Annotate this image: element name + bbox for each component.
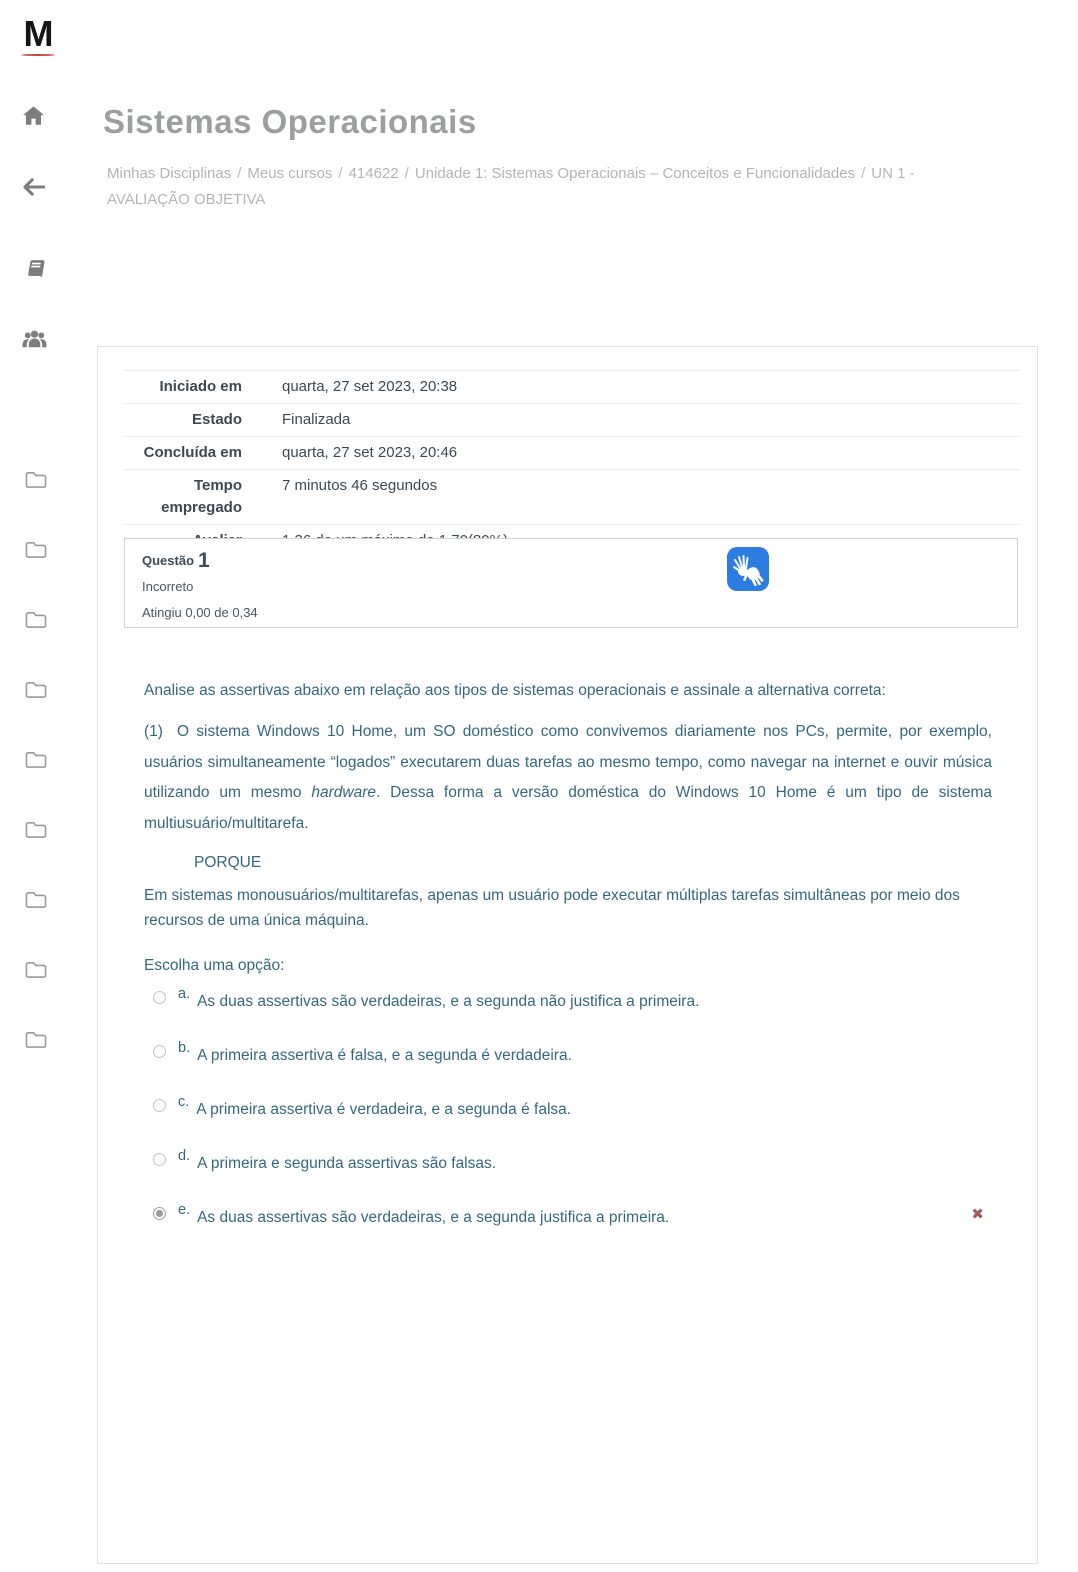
logo-letter: M xyxy=(23,13,53,54)
breadcrumb xyxy=(107,161,963,213)
italic-term: hardware xyxy=(311,784,376,801)
answer-option[interactable] xyxy=(144,1039,992,1069)
breadcrumb-item: UN 1 - AVALIAÇÃO OBJETIVA xyxy=(107,165,915,208)
question-status: Incorreto xyxy=(142,579,194,594)
breadcrumb-separator: / xyxy=(861,165,866,182)
folder-icon[interactable] xyxy=(24,539,48,564)
answer-option[interactable] xyxy=(144,1147,992,1177)
radio-button[interactable] xyxy=(153,1099,166,1112)
answer-option[interactable] xyxy=(144,985,992,1015)
summary-row-label: Estado xyxy=(191,411,242,428)
folder-icon[interactable] xyxy=(24,959,48,984)
assertion-1-number: (1) xyxy=(144,723,163,740)
breadcrumb-item[interactable]: Minhas Disciplinas xyxy=(107,165,232,182)
question-info-box xyxy=(124,538,1018,628)
folder-icon[interactable] xyxy=(24,819,48,844)
folder-icon[interactable] xyxy=(24,889,48,914)
users-group-icon[interactable] xyxy=(21,329,48,355)
book-icon[interactable] xyxy=(23,258,46,284)
radio-button[interactable] xyxy=(153,991,166,1004)
breadcrumb-separator: / xyxy=(338,165,343,182)
option-text[interactable]: A primeira assertiva é falsa, e a segunda é verdadeira. xyxy=(197,1047,572,1064)
site-logo[interactable] xyxy=(16,14,60,56)
summary-row-label: Tempo empregado xyxy=(161,477,242,516)
options-list xyxy=(144,985,992,1231)
hand-talk-sign-language-icon[interactable] xyxy=(727,547,769,591)
folder-icon[interactable] xyxy=(24,469,48,494)
radio-button[interactable] xyxy=(153,1207,166,1220)
summary-row xyxy=(124,403,1020,436)
option-letter: c. xyxy=(178,1094,190,1110)
folder-icon[interactable] xyxy=(24,1029,48,1054)
logo-underline xyxy=(21,54,55,56)
folder-icon[interactable] xyxy=(24,749,48,774)
summary-row-label: Iniciado em xyxy=(159,378,242,395)
option-letter: a. xyxy=(178,986,191,1002)
question-content xyxy=(144,679,992,1255)
assertion-1: (1) O sistema Windows 10 Home, um SO doméstico como convivemos diariamente nos PCs, permite, por exemplo, usuários simultaneamente “logados” executarem duas tarefas ao mesmo tempo, como navegar na internet e ouvir música utilizando um mesmo hardware. Dessa forma a versão doméstica do Windows 10 Home é um tipo de sistema multiusuário/multitarefa. xyxy=(144,723,992,832)
option-text[interactable]: As duas assertivas são verdadeiras, e a segunda justifica a primeira. xyxy=(197,1209,670,1226)
home-icon[interactable] xyxy=(23,106,44,131)
option-text[interactable]: As duas assertivas são verdadeiras, e a segunda não justifica a primeira. xyxy=(197,993,700,1010)
question-intro: Analise as assertivas abaixo em relação aos tipos de sistemas operacionais e assinale a alternativa correta: xyxy=(144,682,886,699)
back-arrow-icon[interactable] xyxy=(23,178,45,201)
page-title: Sistemas Operacionais xyxy=(103,103,477,140)
question-grade: Atingiu 0,00 de 0,34 xyxy=(142,605,258,620)
assertion-2: Em sistemas monousuários/multitarefas, apenas um usuário pode executar múltiplas tarefas simultâneas por meio dos recursos de uma única máquina. xyxy=(144,887,960,929)
connector-porque: PORQUE xyxy=(194,854,262,871)
summary-table xyxy=(124,370,1020,557)
breadcrumb-item[interactable]: 414622 xyxy=(348,165,399,182)
breadcrumb-item[interactable]: Meus cursos xyxy=(247,165,333,182)
summary-row xyxy=(124,436,1020,469)
summary-row-value: Finalizada xyxy=(282,411,351,428)
answer-option[interactable] xyxy=(144,1201,992,1231)
summary-row-value: quarta, 27 set 2023, 20:46 xyxy=(282,444,458,461)
folder-icon[interactable] xyxy=(24,609,48,634)
option-letter: b. xyxy=(178,1040,191,1056)
quiz-review-card xyxy=(97,346,1038,1564)
question-number: 1 xyxy=(198,549,210,572)
summary-row xyxy=(124,370,1020,403)
radio-button[interactable] xyxy=(153,1045,166,1058)
breadcrumb-separator: / xyxy=(404,165,409,182)
incorrect-x-icon: ✖ xyxy=(971,1205,984,1223)
option-letter: d. xyxy=(178,1148,191,1164)
radio-button[interactable] xyxy=(153,1153,166,1166)
question-label: Questão 1 xyxy=(142,549,210,572)
summary-row-value: quarta, 27 set 2023, 20:38 xyxy=(282,378,458,395)
summary-row xyxy=(124,469,1020,524)
choose-option-prompt: Escolha uma opção: xyxy=(144,957,285,974)
folder-icon[interactable] xyxy=(24,679,48,704)
summary-row-label: Concluída em xyxy=(143,444,242,461)
option-text[interactable]: A primeira e segunda assertivas são falsas. xyxy=(197,1155,497,1172)
answer-option[interactable] xyxy=(144,1093,992,1123)
option-letter: e. xyxy=(178,1202,191,1218)
breadcrumb-item[interactable]: Unidade 1: Sistemas Operacionais – Conceitos e Funcionalidades xyxy=(414,165,856,182)
breadcrumb-separator: / xyxy=(237,165,242,182)
option-text[interactable]: A primeira assertiva é verdadeira, e a segunda é falsa. xyxy=(196,1101,572,1118)
summary-row-value: 7 minutos 46 segundos xyxy=(282,477,438,494)
